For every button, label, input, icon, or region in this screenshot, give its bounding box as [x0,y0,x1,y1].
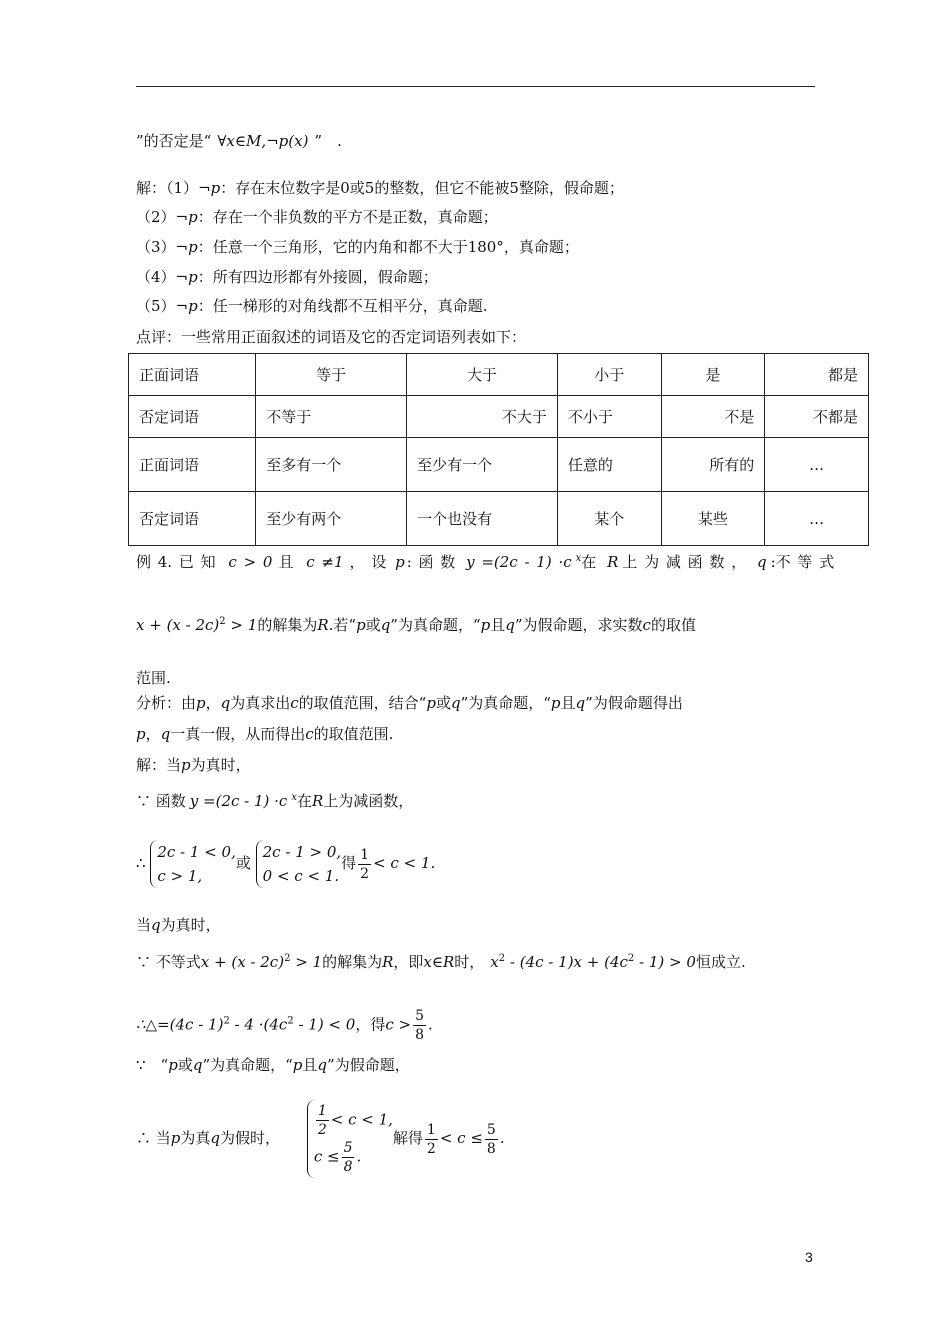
table-cell: 某些 [661,492,765,546]
table-cell: … [765,438,869,492]
solution2-line-4: 当q为真时， [136,916,221,934]
solution-item-5: （5）¬p：任一梯形的对角线都不互相平分，真命题. [136,297,488,315]
example-4-line-3: 范围. [136,669,171,687]
table-row [129,438,869,492]
analysis-line-1: 分析：由p，q为真求出c的取值范围，结合“p或q”为真命题，“p且q”为假命题得出 [136,694,683,712]
solution2-line-7: ∵ “p或q”为真命题，“p且q”为假命题， [136,1056,410,1074]
table-row [129,492,869,546]
table-cell: 不大于 [407,396,558,438]
table-cell: 否定词语 [129,492,256,546]
inequality-system-3: $\frac{1}{2}$ < c < 1, c ≤ $\frac{5}{8}$ . [307,1100,393,1178]
table-row [129,354,869,396]
table-cell: 正面词语 [129,354,256,396]
table-cell: 不等于 [256,396,407,438]
table-cell: 不都是 [765,396,869,438]
table-cell: 任意的 [557,438,661,492]
header-rule [136,86,815,87]
solution2-system: ∴ 2c - 1 < 0, c > 1, 或 2c - 1 > 0, 0 < c < 1. 得 $\frac{1}{2}$ < c < 1. [136,840,435,888]
solution2-line-1: 解：当p为真时， [136,756,251,774]
solution2-line-5: ∵ 不等式x + (x - 2c)$^2$ > 1的解集为R，即x∈R时， $x^2 - (4c - 1)x + (4c^2 - 1) > 0$恒成立. [136,953,746,971]
solution2-line-6: ∴△=(4c - $1)^2 - 4 \cdot(4c^2 - 1) < 0$，得c > $\frac{5}{8}$ . [136,1008,433,1043]
solution-item-3: （3）¬p：任意一个三角形，它的内角和都不大于180°，真命题； [136,238,579,256]
intro-line: ”的否定是“ ∀x∈M,¬p(x) ” . [136,132,342,150]
example-4-line-2: x + (x - 2c)$^2$ > 1的解集为R.若“p或q”为真命题，“p且q”为假命题，求实数c的取值 [136,616,696,634]
table-cell: 一个也没有 [407,492,558,546]
table-cell: 否定词语 [129,396,256,438]
example-4-line-1: 例 4. 已 知 c > 0 且 c ≠1 ， 设 p : 函 数 y =(2c - 1) ·c $^x$在 R 上 为 减 函 数 ， q :不 等 式 [136,553,835,571]
table-cell: 是 [661,354,765,396]
inequality-system-1: 2c - 1 < 0, c > 1, [150,840,236,888]
solution2-line-2: ∵ 函数 y =(2c - 1) ·c $^x$在R上为减函数， [136,792,414,810]
table-cell: 某个 [557,492,661,546]
solution-item-2: （2）¬p：存在一个非负数的平方不是正数，真命题； [136,208,498,226]
table-cell: 大于 [407,354,558,396]
table-cell: 至少有两个 [256,492,407,546]
table-cell: 不小于 [557,396,661,438]
analysis-line-2: p，q一真一假，从而得出c的取值范围. [136,725,394,743]
table-cell: 等于 [256,354,407,396]
page-number: 3 [805,1249,813,1265]
table-cell: 至多有一个 [256,438,407,492]
table-cell: 不是 [661,396,765,438]
table-cell: … [765,492,869,546]
table-cell: 都是 [765,354,869,396]
comment: 点评：一些常用正面叙述的词语及它的否定词语列表如下： [136,328,527,346]
table-cell: 所有的 [661,438,765,492]
table-cell: 正面词语 [129,438,256,492]
table-cell: 至少有一个 [407,438,558,492]
solution-item-4: （4）¬p：所有四边形都有外接圆，假命题； [136,268,438,286]
table-cell: 小于 [557,354,661,396]
negation-words-table [128,353,869,546]
solution-item-1: 解：（1）¬p：存在末位数字是0或5的整数，但它不能被5整除，假命题； [136,179,624,197]
inequality-system-2: 2c - 1 > 0, 0 < c < 1. [256,840,342,888]
solution2-line-8: ∴ 当p为真q为假时， $\frac{1}{2}$ < c < 1, c ≤ $\frac{5}{8}$ . 解得 $\frac{1}{2}$ < c ≤ $\frac{5}{8}$ . [136,1100,505,1178]
table-row [129,396,869,438]
